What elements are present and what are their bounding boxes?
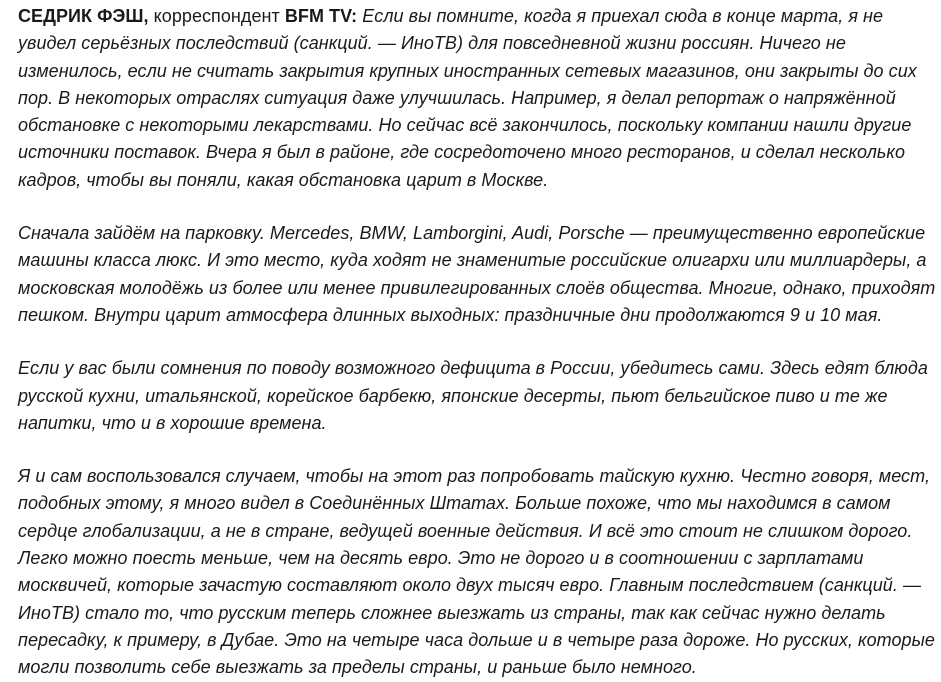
paragraph-1-line-6: источники поставок. Вчера я был в районе, где сосредоточено много ресторанов, и сделал несколько <box>18 142 906 163</box>
paragraph-2-line-3: московская молодёжь из более или менее привилегированных слоёв общества. Многие, однако, приходят <box>18 277 936 298</box>
speaker-outlet: BFM TV: <box>284 6 358 26</box>
paragraph-4-line-7: пересадку, к примеру, в Дубае. Это на четыре часа дольше и в четыре раза дороже. Но русских, которые <box>18 629 935 650</box>
paragraph-4-line-8: могли позволить себе выезжать за пределы страны, и раньше было немного. <box>18 657 697 678</box>
paragraph-1-line-5: обстановке с некоторыми лекарствами. Но сейчас всё закончилось, поскольку компании нашли другие <box>18 115 912 136</box>
paragraph-1 <box>18 3 918 194</box>
paragraph-2-line-4: пешком. Внутри царит атмосфера длинных выходных: праздничные дни продолжаются 9 и 10 мая. <box>18 304 883 325</box>
paragraph-3-line-3: напитки, что и в хорошие времена. <box>18 412 327 433</box>
paragraph-4-line-3: сердце глобализации, а не в стране, ведущей военные действия. И всё это стоит не слишком дорого. <box>18 520 913 541</box>
paragraph-2-line-1: Сначала зайдём на парковку. Mercedes, BMW, Lamborgini, Audi, Porsche — преимущественно европейские <box>18 223 926 244</box>
paragraph-4-line-2: подобных этому, я много видел в Соединённых Штатах. Больше похоже, что мы находимся в самом <box>18 493 891 514</box>
paragraph-4 <box>18 463 935 681</box>
paragraph-3-line-2: русской кухни, итальянской, корейское барбекю, японские десерты, пьют бельгийское пиво и те же <box>18 385 888 406</box>
paragraph-2 <box>18 220 936 329</box>
paragraph-1-line-4: пор. В некоторых отраслях ситуация даже улучшилась. Например, я делал репортаж о напряжённой <box>18 87 896 108</box>
paragraph-1-line-2: увидел серьёзных последствий (санкций. — ИноТВ) для повседневной жизни россиян. Ничего не <box>18 33 846 54</box>
speaker-name: СЕДРИК ФЭШ, <box>18 6 149 26</box>
paragraph-2-line-2: машины класса люкс. И это место, куда ходят не знаменитые российские олигархи или миллиардеры, а <box>18 250 927 271</box>
paragraph-4-line-5: москвичей, которые зачастую составляют около двух тысяч евро. Главным последствием (санкций. — <box>18 575 922 596</box>
paragraph-3 <box>18 355 928 437</box>
speaker-role: корреспондент <box>148 6 285 26</box>
paragraph-4-line-6: ИноТВ) стало то, что русским теперь сложнее выезжать из страны, так как сейчас нужно делать <box>18 602 886 623</box>
paragraph-3-line-1: Если у вас были сомнения по поводу возможного дефицита в России, убедитесь сами. Здесь едят блюда <box>18 358 928 379</box>
paragraph-4-line-1: Я и сам воспользовался случаем, чтобы на этот раз попробовать тайскую кухню. Честно говоря, мест, <box>18 466 931 487</box>
paragraph-1-text: Если вы помните, когда я приехал сюда в конце марта, я не <box>357 6 884 26</box>
paragraph-1-line-7: кадров, чтобы вы поняли, какая обстановка царит в Москве. <box>18 169 549 190</box>
paragraph-1-line-3: изменилось, если не считать закрытия крупных иностранных сетевых магазинов, они закрыты до сих <box>18 60 917 81</box>
paragraph-1-line-1 <box>18 3 918 30</box>
paragraph-4-line-4: Легко можно поесть меньше, чем на десять евро. Это не дорого и в соотношении с зарплатами <box>18 548 864 569</box>
article-body <box>18 3 936 682</box>
